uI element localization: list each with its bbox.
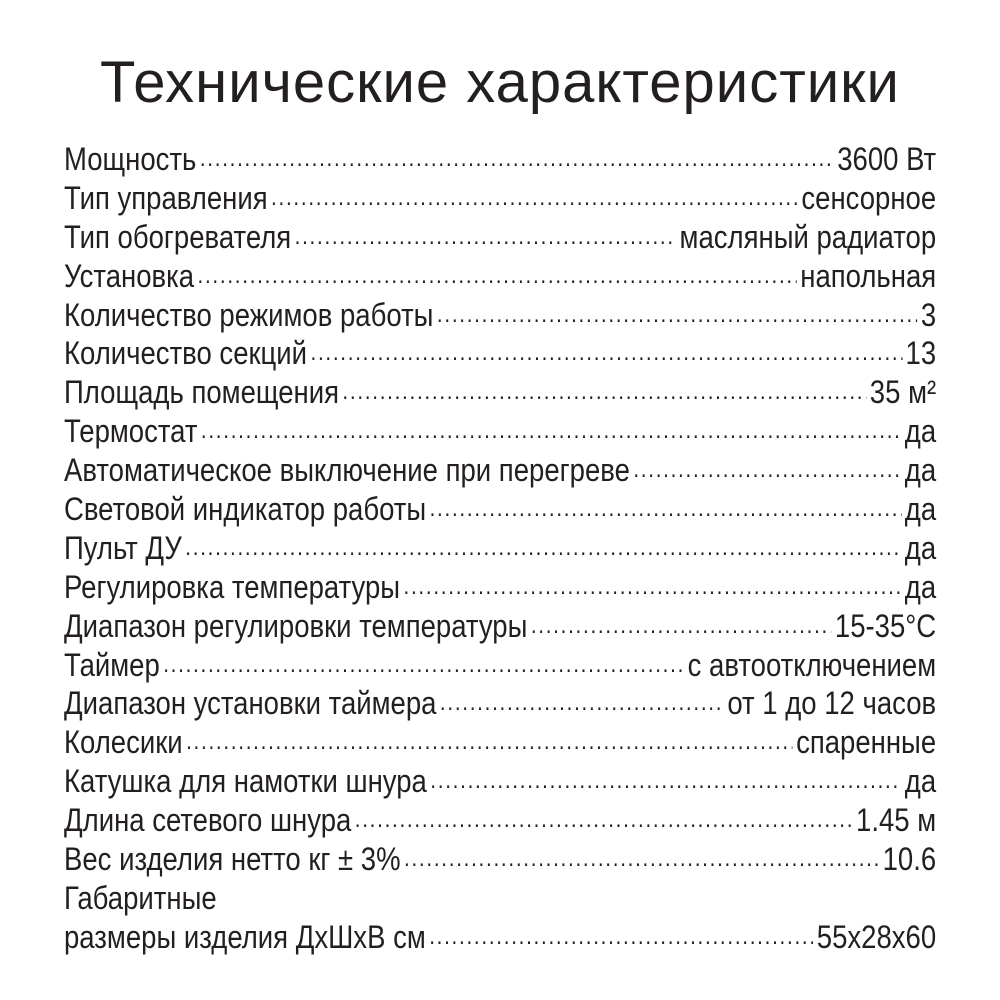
- spec-label: Площадь помещения: [64, 374, 339, 411]
- spec-list: [64, 140, 936, 957]
- spec-row: [64, 334, 936, 373]
- spec-value: 3: [920, 296, 937, 333]
- spec-value: напольная: [800, 257, 937, 294]
- dot-leader: [440, 680, 724, 722]
- spec-value: да: [904, 452, 937, 489]
- dot-leader: [437, 292, 917, 334]
- spec-row: [64, 257, 936, 296]
- dot-leader: [198, 253, 797, 295]
- spec-value: 15-35°C: [834, 607, 937, 644]
- dot-leader: [430, 486, 902, 528]
- spec-row: [64, 568, 936, 607]
- spec-label: размеры изделия ДхШхВ см: [64, 918, 426, 955]
- spec-label: Мощность: [64, 141, 197, 177]
- spec-row: [64, 918, 936, 957]
- dot-leader: [430, 758, 901, 800]
- spec-row: [64, 412, 936, 451]
- spec-label: Установка: [64, 257, 195, 294]
- spec-row: [64, 801, 936, 840]
- spec-row: [64, 179, 936, 218]
- spec-label: Автоматическое выключение при перегреве: [64, 452, 630, 489]
- spec-row: [64, 762, 936, 801]
- spec-value: да: [904, 763, 937, 800]
- spec-row: [64, 140, 936, 179]
- spec-label: Тип обогревателя: [64, 218, 292, 255]
- spec-row: [64, 840, 936, 879]
- spec-value: 3600 Вт: [837, 141, 937, 177]
- dot-leader: [295, 214, 676, 256]
- spec-label: Длина сетевого шнура: [64, 802, 352, 839]
- spec-label: Регулировка температуры: [64, 568, 401, 605]
- spec-label: Диапазон установки таймера: [64, 685, 437, 722]
- spec-value: 35 м²: [869, 374, 937, 411]
- spec-value: масляный радиатор: [679, 218, 937, 255]
- dot-leader: [185, 525, 901, 567]
- page-title: Технические характеристики: [100, 50, 900, 115]
- dot-leader: [201, 408, 901, 450]
- spec-label: Термостат: [64, 413, 198, 450]
- spec-label: Вес изделия нетто кг ± 3%: [64, 841, 401, 878]
- spec-value: да: [904, 491, 937, 528]
- spec-row: [64, 607, 936, 646]
- spec-label: Колесики: [64, 724, 183, 761]
- dot-leader: [200, 136, 834, 178]
- dot-leader: [310, 330, 902, 372]
- spec-value: да: [904, 413, 937, 450]
- dot-leader: [633, 447, 901, 489]
- spec-value: с автоотключением: [687, 646, 937, 683]
- spec-label: Количество секций: [64, 335, 308, 372]
- spec-row: [64, 646, 936, 685]
- spec-value: спаренные: [796, 724, 937, 761]
- spec-label: Таймер: [64, 646, 160, 683]
- spec-label: Катушка для намотки шнура: [64, 763, 427, 800]
- dot-leader: [342, 369, 866, 411]
- spec-label: Габаритные: [64, 879, 217, 916]
- dot-leader: [531, 603, 832, 645]
- spec-label: Тип управления: [64, 179, 268, 216]
- spec-value: от 1 до 12 часов: [727, 685, 937, 722]
- spec-row: [64, 373, 936, 412]
- spec-row: [64, 684, 936, 723]
- spec-label: Световой индикатор работы: [64, 491, 427, 528]
- dot-leader: [163, 642, 684, 684]
- dot-leader: [355, 797, 853, 839]
- spec-value: 1.45 м: [856, 802, 937, 839]
- spec-value: 10.6: [882, 841, 937, 878]
- spec-value: 55x28x60: [816, 918, 937, 955]
- spec-label: Количество режимов работы: [64, 296, 434, 333]
- spec-value: да: [904, 568, 937, 605]
- dot-leader: [404, 836, 879, 878]
- spec-row: [64, 529, 936, 568]
- spec-value: да: [904, 529, 937, 566]
- spec-row: [64, 218, 936, 257]
- spec-row: [64, 296, 936, 335]
- spec-label: Пульт ДУ: [64, 529, 182, 566]
- spec-row: [64, 723, 936, 762]
- dot-leader: [429, 914, 813, 956]
- dot-leader: [186, 719, 793, 761]
- spec-row: [64, 879, 936, 918]
- spec-value: 13: [905, 335, 937, 372]
- dot-leader: [271, 175, 798, 217]
- spec-row: [64, 490, 936, 529]
- dot-leader: [404, 564, 902, 606]
- spec-row: [64, 451, 936, 490]
- spec-label: Диапазон регулировки температуры: [64, 607, 528, 644]
- spec-value: сенсорное: [801, 179, 937, 216]
